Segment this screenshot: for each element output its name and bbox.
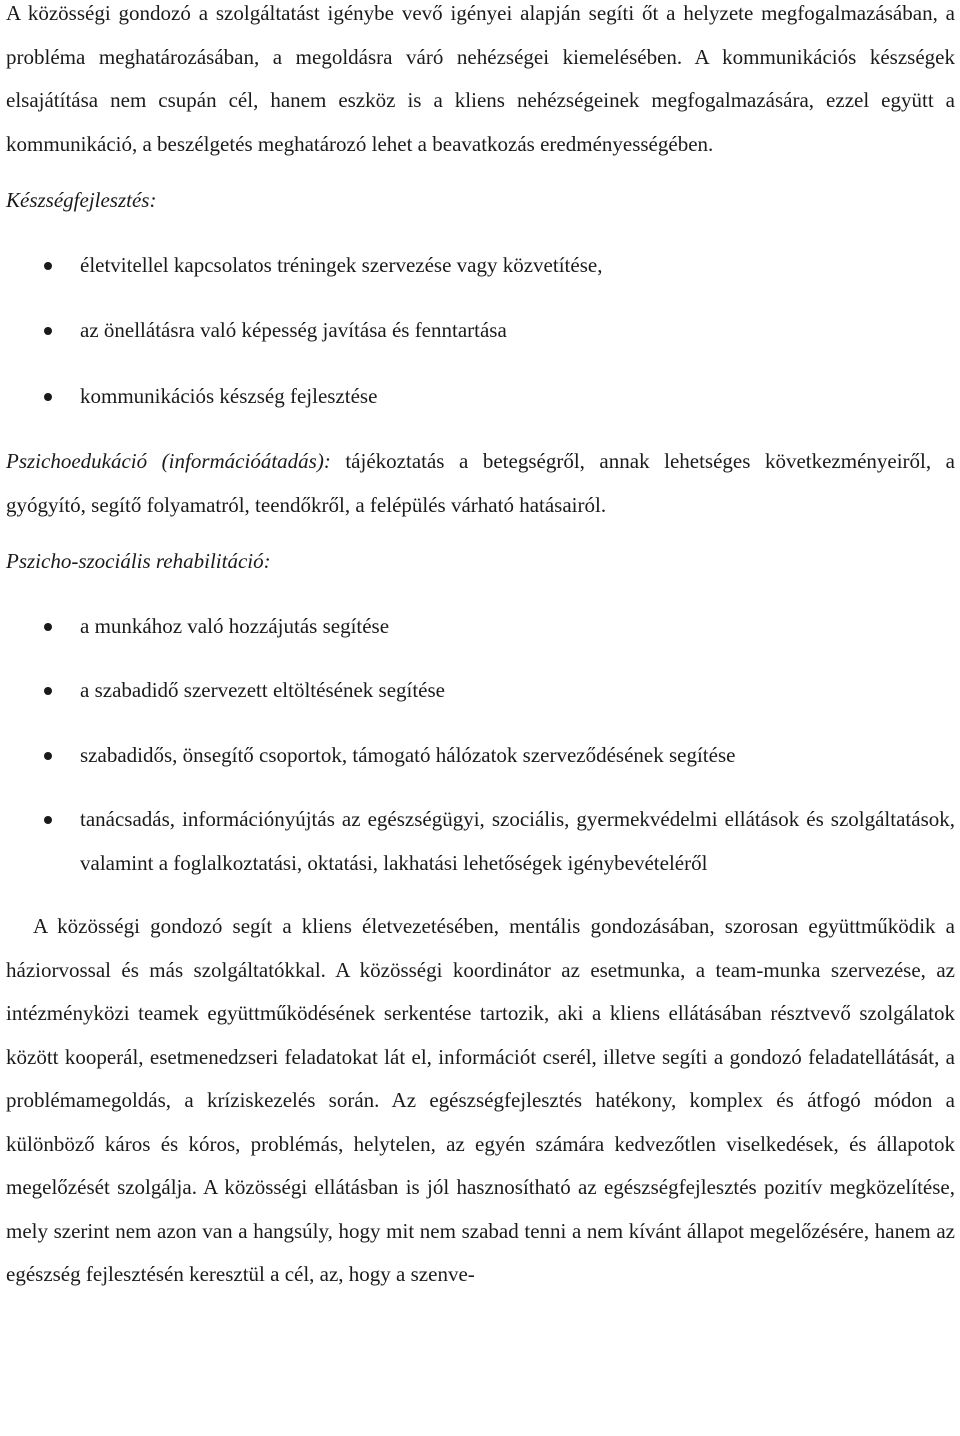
bullet-icon xyxy=(44,262,52,270)
bullet-icon xyxy=(44,816,52,824)
rehabilitation-item-text: a munkához való hozzájutás segítése xyxy=(80,613,390,638)
skills-item-text: életvitellel kapcsolatos tréningek szervezése vagy közvetítése, xyxy=(80,252,603,277)
rehabilitation-section xyxy=(6,540,955,885)
rehabilitation-item-text: szabadidős, önsegítő csoportok, támogató hálózatok szerveződésének segítése xyxy=(80,742,736,767)
bullet-icon xyxy=(44,393,52,401)
skills-list-item xyxy=(6,244,955,288)
intro-paragraph: A közösségi gondozó a szolgáltatást igénybe vevő igényei alapján segíti őt a helyzete megfogalmazásában, a probléma meghatározásában, a megoldásra váró nehézségei kiemelésében. A kommunikációs készségek elsajátítása nem csupán cél, hanem eszköz is a kliens nehézségeinek megfogalmazására, ezzel együtt a kommunikáció, a beszélgetés meghatározó lehet a beavatkozás eredményességében. xyxy=(6,1,955,156)
document-page xyxy=(6,0,955,1305)
skills-list-item xyxy=(6,309,955,353)
closing-paragraph: A közösségi gondozó segít a kliens életvezetésében, mentális gondozásában, szorosan együttműködik a háziorvossal és más szolgáltatókkal. A közösségi koordinátor az esetmunka, a team-munka szervezése, az intézményközi teamek együttműködésének serkentése tartozik, aki a kliens ellátásában résztvevő szolgálatok között kooperál, esetmenedzseri feladatokat lát el, információt cserél, illetve segíti a gondozó feladatellátását, a problémamegoldás, a kríziskezelés során. Az egészségfejlesztés hatékony, komplex és átfogó módon a különböző káros és kóros, problémás, helytelen, az egyén számára kedvezőtlen viselkedések, és állapotok megelőzését szolgálja. A közösségi ellátásban is jól hasznosítható az egészségfejlesztés pozitív megközelítése, mely szerint nem azon van a hangsúly, hogy mit nem szabad tenni a nem kívánt állapot megelőzésére, hanem az egészség fejlesztésén keresztül a cél, az, hogy a szenve- xyxy=(6,914,955,1286)
psychoeducation-paragraph xyxy=(6,440,955,527)
skills-section xyxy=(6,179,955,418)
bullet-icon xyxy=(44,687,52,695)
rehabilitation-list-item xyxy=(6,669,955,713)
bullet-icon xyxy=(44,623,52,631)
rehabilitation-heading: Pszicho-szociális rehabilitáció: xyxy=(6,549,271,573)
skills-heading: Készségfejlesztés: xyxy=(6,188,157,212)
bullet-icon xyxy=(44,752,52,760)
rehabilitation-item-text: a szabadidő szervezett eltöltésének segítése xyxy=(80,678,445,702)
rehabilitation-list-item xyxy=(6,605,955,649)
rehabilitation-list-item xyxy=(6,798,955,885)
skills-list xyxy=(6,244,955,419)
skills-list-item xyxy=(6,375,955,419)
psychoeducation-text: tájékoztatás a betegségről, annak lehetséges következményeiről, a gyógyító, segítő folyamatról, teendőkről, a felépülés várható hatásairól. xyxy=(6,449,955,517)
rehabilitation-item-text: tanácsadás, információnyújtás az egészségügyi, szociális, gyermekvédelmi ellátások és szolgáltatások, valamint a foglalkoztatási, oktatási, lakhatási lehetőségek igénybevételéről xyxy=(80,807,955,875)
psychoeducation-heading: Pszichoedukáció (információátadás): xyxy=(6,449,331,473)
bullet-icon xyxy=(44,327,52,335)
skills-item-text: az önellátásra való képesség javítása és fenntartása xyxy=(80,318,507,342)
skills-item-text: kommunikációs készség fejlesztése xyxy=(80,383,378,408)
rehabilitation-list-item xyxy=(6,734,955,778)
rehabilitation-list xyxy=(6,605,955,886)
